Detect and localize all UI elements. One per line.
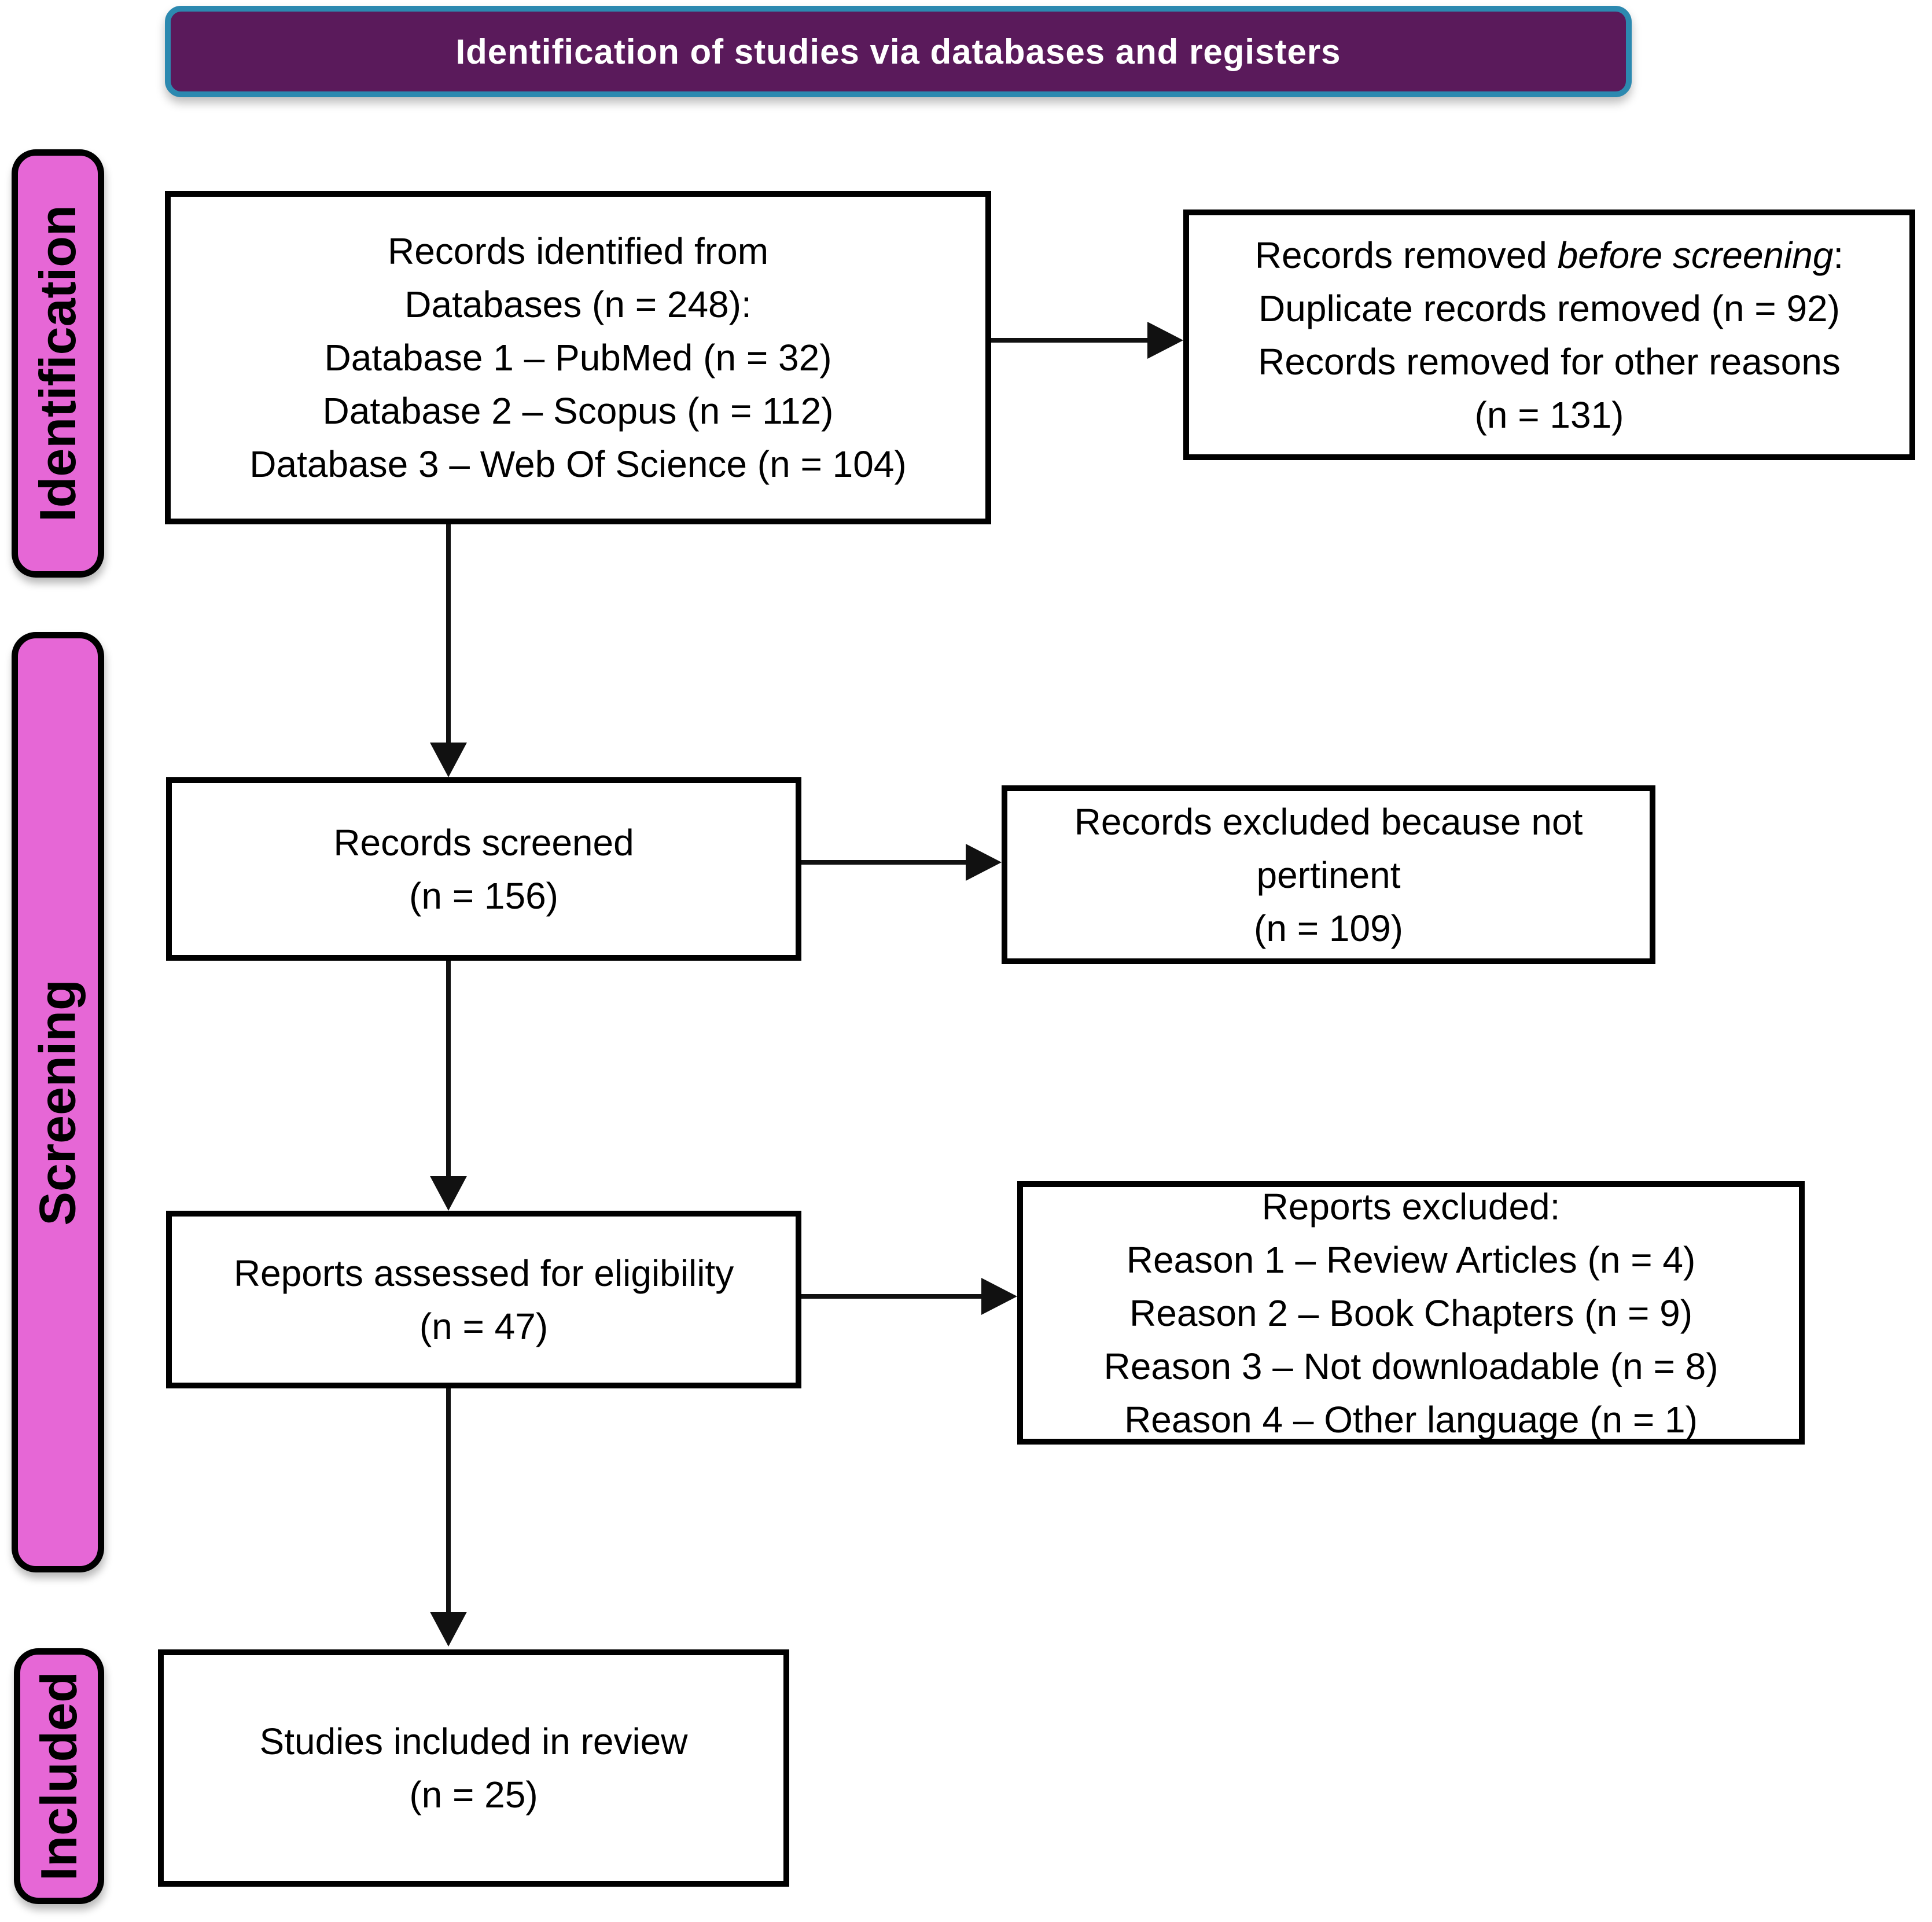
box-studies-included-line: Studies included in review [259, 1721, 688, 1762]
stage-label-included [14, 1648, 104, 1904]
box-records-screened [166, 777, 801, 961]
arrow-assessed-to-excluded-line [801, 1294, 984, 1299]
box-studies-included-line: (n = 25) [409, 1774, 538, 1816]
page-title: Identification of studies via databases and registers [455, 32, 1341, 71]
box-reports-assessed-line: (n = 47) [419, 1305, 549, 1347]
box-reports-assessed [166, 1211, 801, 1388]
arrow-identified-to-removed-line [991, 338, 1151, 343]
stage-label-screening-text: Screening [29, 979, 87, 1226]
arrow-screened-to-excluded-line [801, 860, 968, 865]
box-reports-excluded-line: Reason 3 – Not downloadable (n = 8) [1103, 1345, 1718, 1387]
box-reports-assessed-line: Reports assessed for eligibility [233, 1252, 734, 1294]
box-records-identified-line: Database 3 – Web Of Science (n = 104) [249, 443, 907, 485]
box-records-removed-line [1201, 229, 1898, 282]
stage-label-identification [12, 149, 104, 578]
arrow-identified-to-removed-head [1147, 322, 1183, 359]
stage-label-screening [12, 632, 104, 1572]
box-records-excluded-line: pertinent [1256, 854, 1401, 896]
header-banner [165, 6, 1632, 97]
box-records-screened-line: Records screened [333, 821, 634, 863]
arrow-assessed-to-included-line [446, 1388, 451, 1616]
box-records-screened-line: (n = 156) [409, 874, 558, 917]
stage-label-included-text: Included [30, 1671, 88, 1881]
box-reports-excluded [1017, 1181, 1805, 1445]
box-records-excluded-line: Records excluded because not [1074, 800, 1583, 843]
arrow-assessed-to-excluded-head [981, 1278, 1017, 1315]
box-records-identified-line: Databases (n = 248): [404, 284, 752, 325]
box-reports-excluded-line: Reason 2 – Book Chapters (n = 9) [1129, 1292, 1692, 1334]
box-records-removed-line: Records removed for other reasons [1258, 340, 1841, 383]
box-studies-included [158, 1649, 789, 1887]
arrow-identified-to-screened-line [446, 524, 451, 747]
arrow-screened-to-assessed-line [446, 961, 451, 1181]
box-records-identified-line: Database 2 – Scopus (n = 112) [322, 390, 834, 432]
box-reports-excluded-line: Reason 4 – Other language (n = 1) [1124, 1398, 1698, 1440]
arrow-assessed-to-included-head [430, 1612, 467, 1647]
box-records-identified [165, 191, 991, 524]
box-records-excluded-line: (n = 109) [1254, 907, 1403, 949]
stage-label-identification-text: Identification [29, 205, 86, 522]
removed-line1-italic: before screening [1557, 234, 1834, 276]
removed-line1-colon: : [1833, 234, 1844, 276]
box-records-identified-line: Database 1 – PubMed (n = 32) [324, 337, 832, 378]
box-records-removed [1183, 210, 1915, 460]
box-records-identified-line: Records identified from [387, 230, 769, 272]
arrow-identified-to-screened-head [430, 743, 467, 777]
box-reports-excluded-line: Reason 1 – Review Articles (n = 4) [1126, 1239, 1696, 1281]
box-records-removed-line: Duplicate records removed (n = 92) [1258, 287, 1840, 329]
box-records-excluded [1002, 785, 1655, 964]
box-reports-excluded-line: Reports excluded: [1261, 1185, 1561, 1228]
arrow-screened-to-assessed-head [430, 1176, 467, 1211]
removed-line1-prefix: Records removed [1254, 234, 1558, 276]
arrow-screened-to-excluded-head [966, 844, 1002, 881]
box-records-removed-line: (n = 131) [1474, 394, 1624, 436]
